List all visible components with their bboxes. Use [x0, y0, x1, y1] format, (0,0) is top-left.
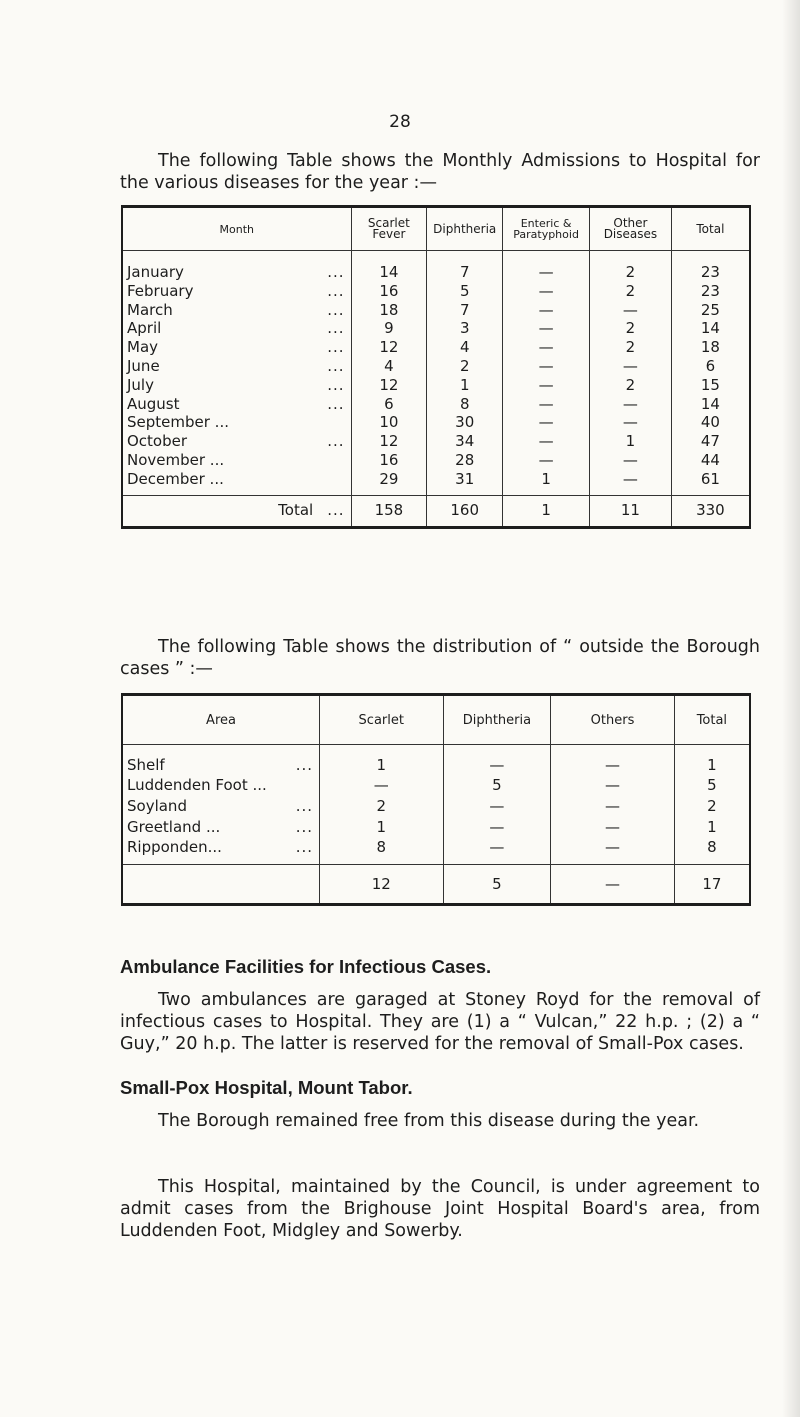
table-row — [122, 413, 750, 432]
table-header-row — [122, 695, 750, 745]
total-cell: 14 — [671, 395, 750, 414]
table-row — [122, 376, 750, 395]
scarlet-cell: 1 — [320, 817, 444, 838]
scarlet-cell: 9 — [351, 319, 427, 338]
table-row — [122, 796, 750, 817]
header-month: Month — [122, 207, 351, 251]
other-cell: — — [590, 413, 672, 432]
diphtheria-cell: 30 — [427, 413, 503, 432]
scarlet-cell: 6 — [351, 395, 427, 414]
area-cell: Ripponden... ... — [127, 838, 314, 857]
scarlet-cell: 16 — [351, 282, 427, 301]
total-cell: 14 — [671, 319, 750, 338]
total-cell: 23 — [671, 251, 750, 282]
area-cell: Shelf ... — [127, 755, 314, 774]
scarlet-cell: 14 — [351, 251, 427, 282]
month-cell: June ... — [127, 356, 345, 375]
diphtheria-cell: 3 — [427, 319, 503, 338]
table-row — [122, 432, 750, 451]
scarlet-cell: 1 — [320, 745, 444, 776]
total-cell: 40 — [671, 413, 750, 432]
monthly-table-intro: The following Table shows the Monthly Admissions to Hospital for the various diseases for the year :— — [120, 151, 760, 193]
scarlet-cell: 12 — [351, 338, 427, 357]
other-cell: 1 — [590, 432, 672, 451]
other-cell: 2 — [590, 376, 672, 395]
other-cell: 2 — [590, 251, 672, 282]
table-total-row — [122, 495, 750, 527]
header-diphtheria: Diphtheria — [427, 207, 503, 251]
scarlet-cell: 2 — [320, 796, 444, 817]
header-scarlet-fever: Scarlet Fever — [351, 207, 427, 251]
diphtheria-cell: 5 — [443, 776, 551, 797]
other-cell: — — [590, 395, 672, 414]
grand-total-cell: 17 — [674, 864, 750, 904]
scarlet-cell: 10 — [351, 413, 427, 432]
table-row — [122, 301, 750, 320]
smallpox-paragraph-1: The Borough remained free from this disease during the year. — [158, 1111, 700, 1131]
enteric-cell: — — [503, 357, 590, 376]
diphtheria-total-cell: 5 — [443, 864, 551, 904]
area-cell: Greetland ... ... — [127, 817, 314, 836]
table-row — [122, 470, 750, 495]
header-area: Area — [122, 695, 320, 745]
scarlet-cell: 18 — [351, 301, 427, 320]
total-label-cell: Total ... — [122, 495, 351, 527]
diphtheria-cell: 4 — [427, 338, 503, 357]
table-row — [122, 338, 750, 357]
others-cell: — — [551, 837, 674, 864]
scarlet-total-cell: 12 — [320, 864, 444, 904]
enteric-cell: — — [503, 319, 590, 338]
header-total: Total — [671, 207, 750, 251]
total-cell: 25 — [671, 301, 750, 320]
diphtheria-cell: 8 — [427, 395, 503, 414]
diphtheria-cell: 28 — [427, 451, 503, 470]
table-row — [122, 251, 750, 282]
enteric-cell: — — [503, 432, 590, 451]
diphtheria-cell: — — [443, 745, 551, 776]
scarlet-total-cell: 158 — [351, 495, 427, 527]
monthly-admissions-table — [121, 205, 751, 529]
page-number: 28 — [389, 112, 411, 132]
month-cell: January ... — [127, 263, 345, 281]
header-total: Total — [674, 695, 750, 745]
scarlet-cell: 12 — [351, 432, 427, 451]
others-cell: — — [551, 796, 674, 817]
other-cell: — — [590, 301, 672, 320]
month-cell: August ... — [127, 394, 345, 413]
table-total-row — [122, 864, 750, 904]
total-cell: 2 — [674, 796, 750, 817]
other-cell: 2 — [590, 282, 672, 301]
other-cell: — — [590, 357, 672, 376]
total-cell: 23 — [671, 282, 750, 301]
total-cell: 47 — [671, 432, 750, 451]
table-row — [122, 357, 750, 376]
table-row — [122, 282, 750, 301]
scarlet-cell: 29 — [351, 470, 427, 495]
scarlet-cell: 12 — [351, 376, 427, 395]
header-enteric: Enteric & Paratyphoid — [503, 207, 590, 251]
enteric-cell: — — [503, 376, 590, 395]
enteric-cell: — — [503, 413, 590, 432]
total-cell: 5 — [674, 776, 750, 797]
table-row — [122, 776, 750, 797]
other-cell: 2 — [590, 319, 672, 338]
diphtheria-cell: 34 — [427, 432, 503, 451]
enteric-cell: — — [503, 338, 590, 357]
total-cell: 1 — [674, 817, 750, 838]
month-cell: October ... — [127, 432, 345, 451]
others-cell: — — [551, 745, 674, 776]
others-total-cell: — — [551, 864, 674, 904]
header-scarlet: Scarlet — [320, 695, 444, 745]
table-row — [122, 451, 750, 470]
header-diphtheria: Diphtheria — [443, 695, 551, 745]
enteric-cell: — — [503, 301, 590, 320]
month-cell: April ... — [127, 319, 345, 338]
area-cell: Soyland ... — [127, 797, 314, 816]
other-total-cell: 11 — [590, 495, 672, 527]
scarlet-cell: 4 — [351, 357, 427, 376]
ambulance-heading: Ambulance Facilities for Infectious Cases. — [120, 956, 492, 977]
table-row — [122, 817, 750, 838]
smallpox-paragraph-2: This Hospital, maintained by the Council, is under agreement to admit cases from the Brighouse Joint Hospital Board's area, from Luddenden Foot, Midgley and Sowerby. — [120, 1177, 760, 1241]
month-cell: May ... — [127, 338, 345, 357]
outside-borough-table — [121, 693, 751, 906]
others-cell: — — [551, 776, 674, 797]
table-row — [122, 745, 750, 776]
month-cell: March ... — [127, 300, 345, 319]
month-cell: December ... — [127, 469, 224, 488]
outside-table-intro: The following Table shows the distribution of “ outside the Borough cases ” :— — [120, 637, 760, 679]
diphtheria-cell: 2 — [427, 357, 503, 376]
other-cell: 2 — [590, 338, 672, 357]
total-cell: 15 — [671, 376, 750, 395]
table-header-row — [122, 207, 750, 251]
page-edge-shadow — [782, 0, 800, 1417]
diphtheria-cell: 7 — [427, 251, 503, 282]
total-cell: 6 — [671, 357, 750, 376]
diphtheria-total-cell: 160 — [427, 495, 503, 527]
table-row — [122, 837, 750, 864]
diphtheria-cell: 7 — [427, 301, 503, 320]
header-other-diseases: Other Diseases — [590, 207, 672, 251]
others-cell: — — [551, 817, 674, 838]
diphtheria-cell: 1 — [427, 376, 503, 395]
diphtheria-cell: — — [443, 796, 551, 817]
month-cell: July ... — [127, 375, 345, 394]
scarlet-cell: 8 — [320, 837, 444, 864]
enteric-total-cell: 1 — [503, 495, 590, 527]
smallpox-heading: Small-Pox Hospital, Mount Tabor. — [120, 1077, 413, 1098]
enteric-cell: — — [503, 251, 590, 282]
enteric-cell: — — [503, 395, 590, 414]
diphtheria-cell: — — [443, 837, 551, 864]
month-cell: November ... — [127, 450, 225, 469]
header-others: Others — [551, 695, 674, 745]
month-cell: September ... — [127, 413, 229, 432]
enteric-cell: — — [503, 451, 590, 470]
ambulance-paragraph: Two ambulances are garaged at Stoney Royd for the removal of infectious cases to Hospital. They are (1) a “ Vulcan,” 22 h.p. ; (2) a “ Guy,” 20 h.p. The latter is reserved for the removal of Small-Pox cases. — [120, 990, 760, 1054]
total-cell: 1 — [674, 745, 750, 776]
total-cell: 18 — [671, 338, 750, 357]
scarlet-cell: 16 — [351, 451, 427, 470]
enteric-cell: — — [503, 282, 590, 301]
diphtheria-cell: — — [443, 817, 551, 838]
grand-total-cell: 330 — [671, 495, 750, 527]
total-cell: 44 — [671, 451, 750, 470]
enteric-cell: 1 — [503, 470, 590, 495]
table-row — [122, 395, 750, 414]
month-cell: February ... — [127, 281, 345, 300]
total-cell: 61 — [671, 470, 750, 495]
area-cell: Luddenden Foot ... — [127, 776, 267, 795]
blank-label-cell — [122, 864, 320, 904]
other-cell: — — [590, 470, 672, 495]
other-cell: — — [590, 451, 672, 470]
diphtheria-cell: 5 — [427, 282, 503, 301]
total-cell: 8 — [674, 837, 750, 864]
diphtheria-cell: 31 — [427, 470, 503, 495]
scarlet-cell: — — [320, 776, 444, 797]
table-row — [122, 319, 750, 338]
